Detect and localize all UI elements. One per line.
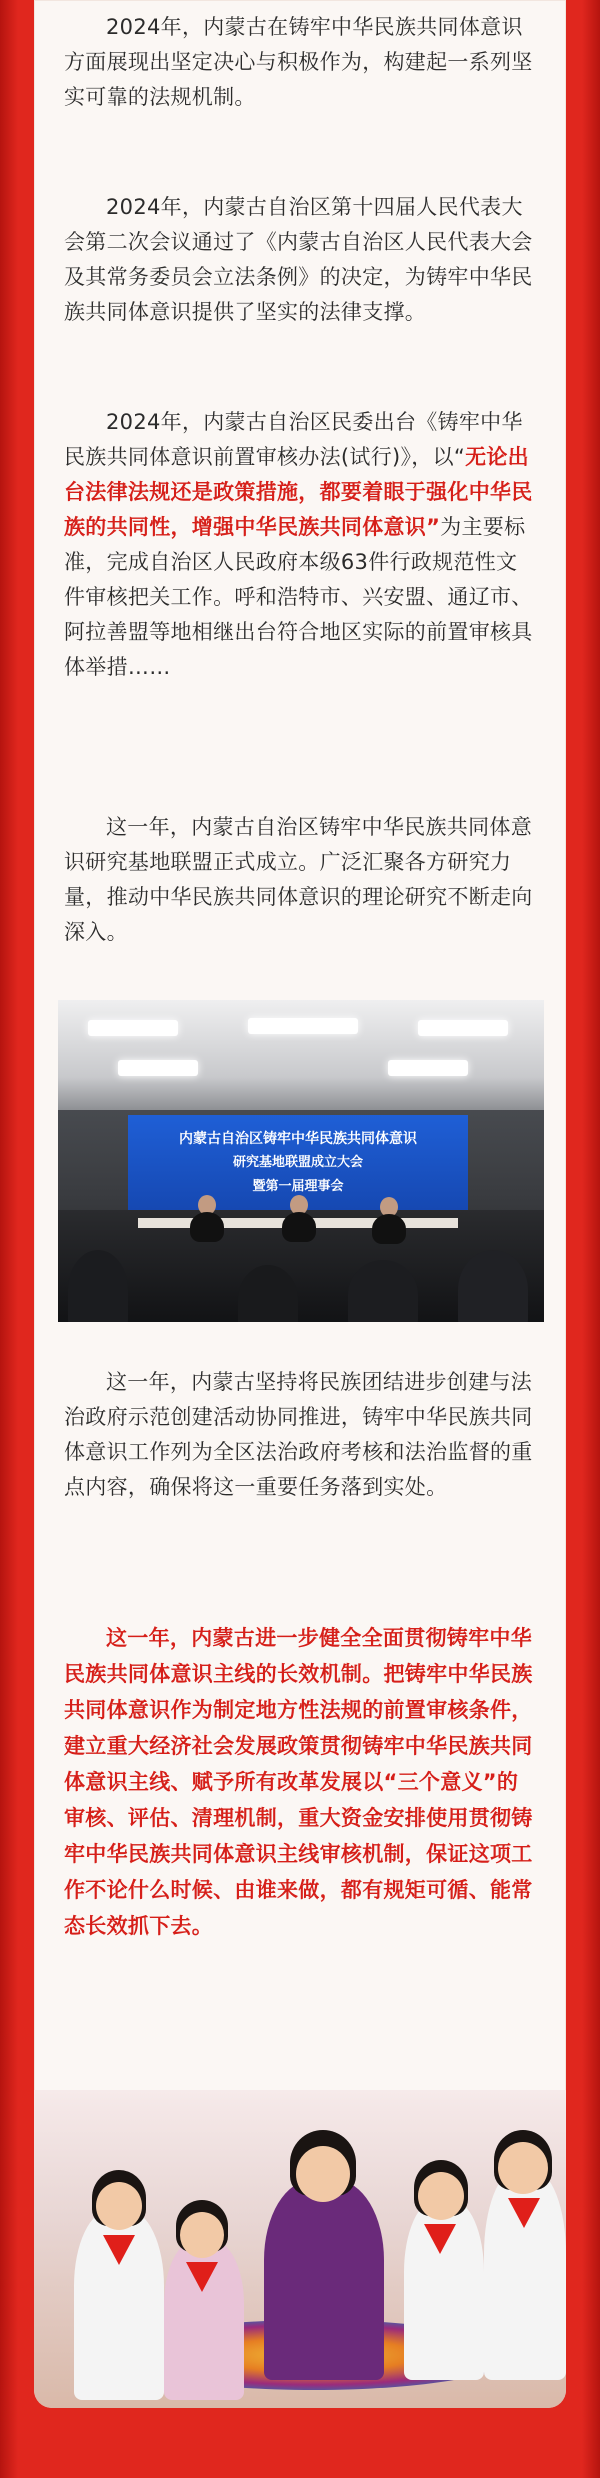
banner-line-1: 内蒙古自治区铸牢中华民族共同体意识: [179, 1131, 417, 1147]
red-scarf: [508, 2198, 540, 2228]
conference-photo: [58, 1000, 544, 1322]
speaker: [282, 1212, 316, 1242]
banner-line-2: 研究基地联盟成立大会: [232, 1155, 363, 1170]
teacher-head: [296, 2146, 350, 2202]
ceiling-light: [88, 1020, 178, 1036]
children-activity-photo: [34, 2090, 566, 2408]
ceiling-light: [418, 1020, 508, 1036]
paragraph-1: 2024年，内蒙古在铸牢中华民族共同体意识方面展现出坚定决心与积极作为，构建起一系列坚实可靠的法规机制。: [64, 15, 533, 109]
speaker: [190, 1212, 224, 1242]
paragraph-4: 这一年，内蒙古自治区铸牢中华民族共同体意识研究基地联盟正式成立。广泛汇聚各方研究力量，推动中华民族共同体意识的理论研究不断走向深入。: [64, 815, 533, 944]
red-scarf: [424, 2224, 456, 2254]
child-head: [180, 2212, 224, 2258]
speaker: [372, 1214, 406, 1244]
paragraph-3: [64, 405, 536, 685]
child-head: [96, 2182, 142, 2230]
paragraph-2: 2024年，内蒙古自治区第十四届人民代表大会第二次会议通过了《内蒙古自治区人民代表大会及其常务委员会立法条例》的决定，为铸牢中华民族共同体意识提供了坚实的法律支撑。: [64, 195, 533, 324]
red-scarf: [186, 2262, 218, 2292]
teacher-figure: [264, 2180, 384, 2380]
child-head: [498, 2142, 548, 2194]
audience-member: [348, 1260, 418, 1322]
ceiling-light: [248, 1018, 358, 1034]
paragraph-5: 这一年，内蒙古坚持将民族团结进步创建与法治政府示范创建活动协同推进，铸牢中华民族共同体意识工作列为全区法治政府考核和法治监督的重点内容，确保将这一重要任务落到实处。: [64, 1370, 533, 1499]
ceiling-light: [388, 1060, 468, 1076]
paragraph-3-highlight: 无论出台法律法规还是政策措施，都要着眼于强化中华民族的共同性，增强中华民族共同体意识”: [64, 445, 533, 539]
paragraph-3-text-start: 2024年，内蒙古自治区民委出台《铸牢中华民族共同体意识前置审核办法(试行)》，以“: [64, 410, 523, 469]
paragraph-3-text-end: 为主要标准，完成自治区人民政府本级63件行政规范性文件审核把关工作。呼和浩特市、兴安盟、通辽市、阿拉善盟等地相继出台符合地区实际的前置审核具体举措……: [64, 515, 533, 679]
ceiling: [58, 1000, 544, 1110]
banner-line-3: 暨第一届理事会: [252, 1179, 344, 1194]
audience-member: [68, 1250, 128, 1322]
audience-member: [458, 1250, 528, 1322]
paragraph-6-emphasis: 这一年，内蒙古进一步健全全面贯彻铸牢中华民族共同体意识主线的长效机制。把铸牢中华民族共同体意识作为制定地方性法规的前置审核条件，建立重大经济社会发展政策贯彻铸牢中华民族共同体意识主线、赋予所有改革发展以“三个意义”的审核、评估、清理机制，重大资金安排使用贯彻铸牢中华民族共同体意识主线审核机制，保证这项工作不论什么时候、由谁来做，都有规矩可循、能常态长效抓下去。: [64, 1626, 533, 1938]
red-scarf: [103, 2235, 135, 2265]
child-head: [418, 2172, 464, 2220]
ceiling-light: [118, 1060, 198, 1076]
